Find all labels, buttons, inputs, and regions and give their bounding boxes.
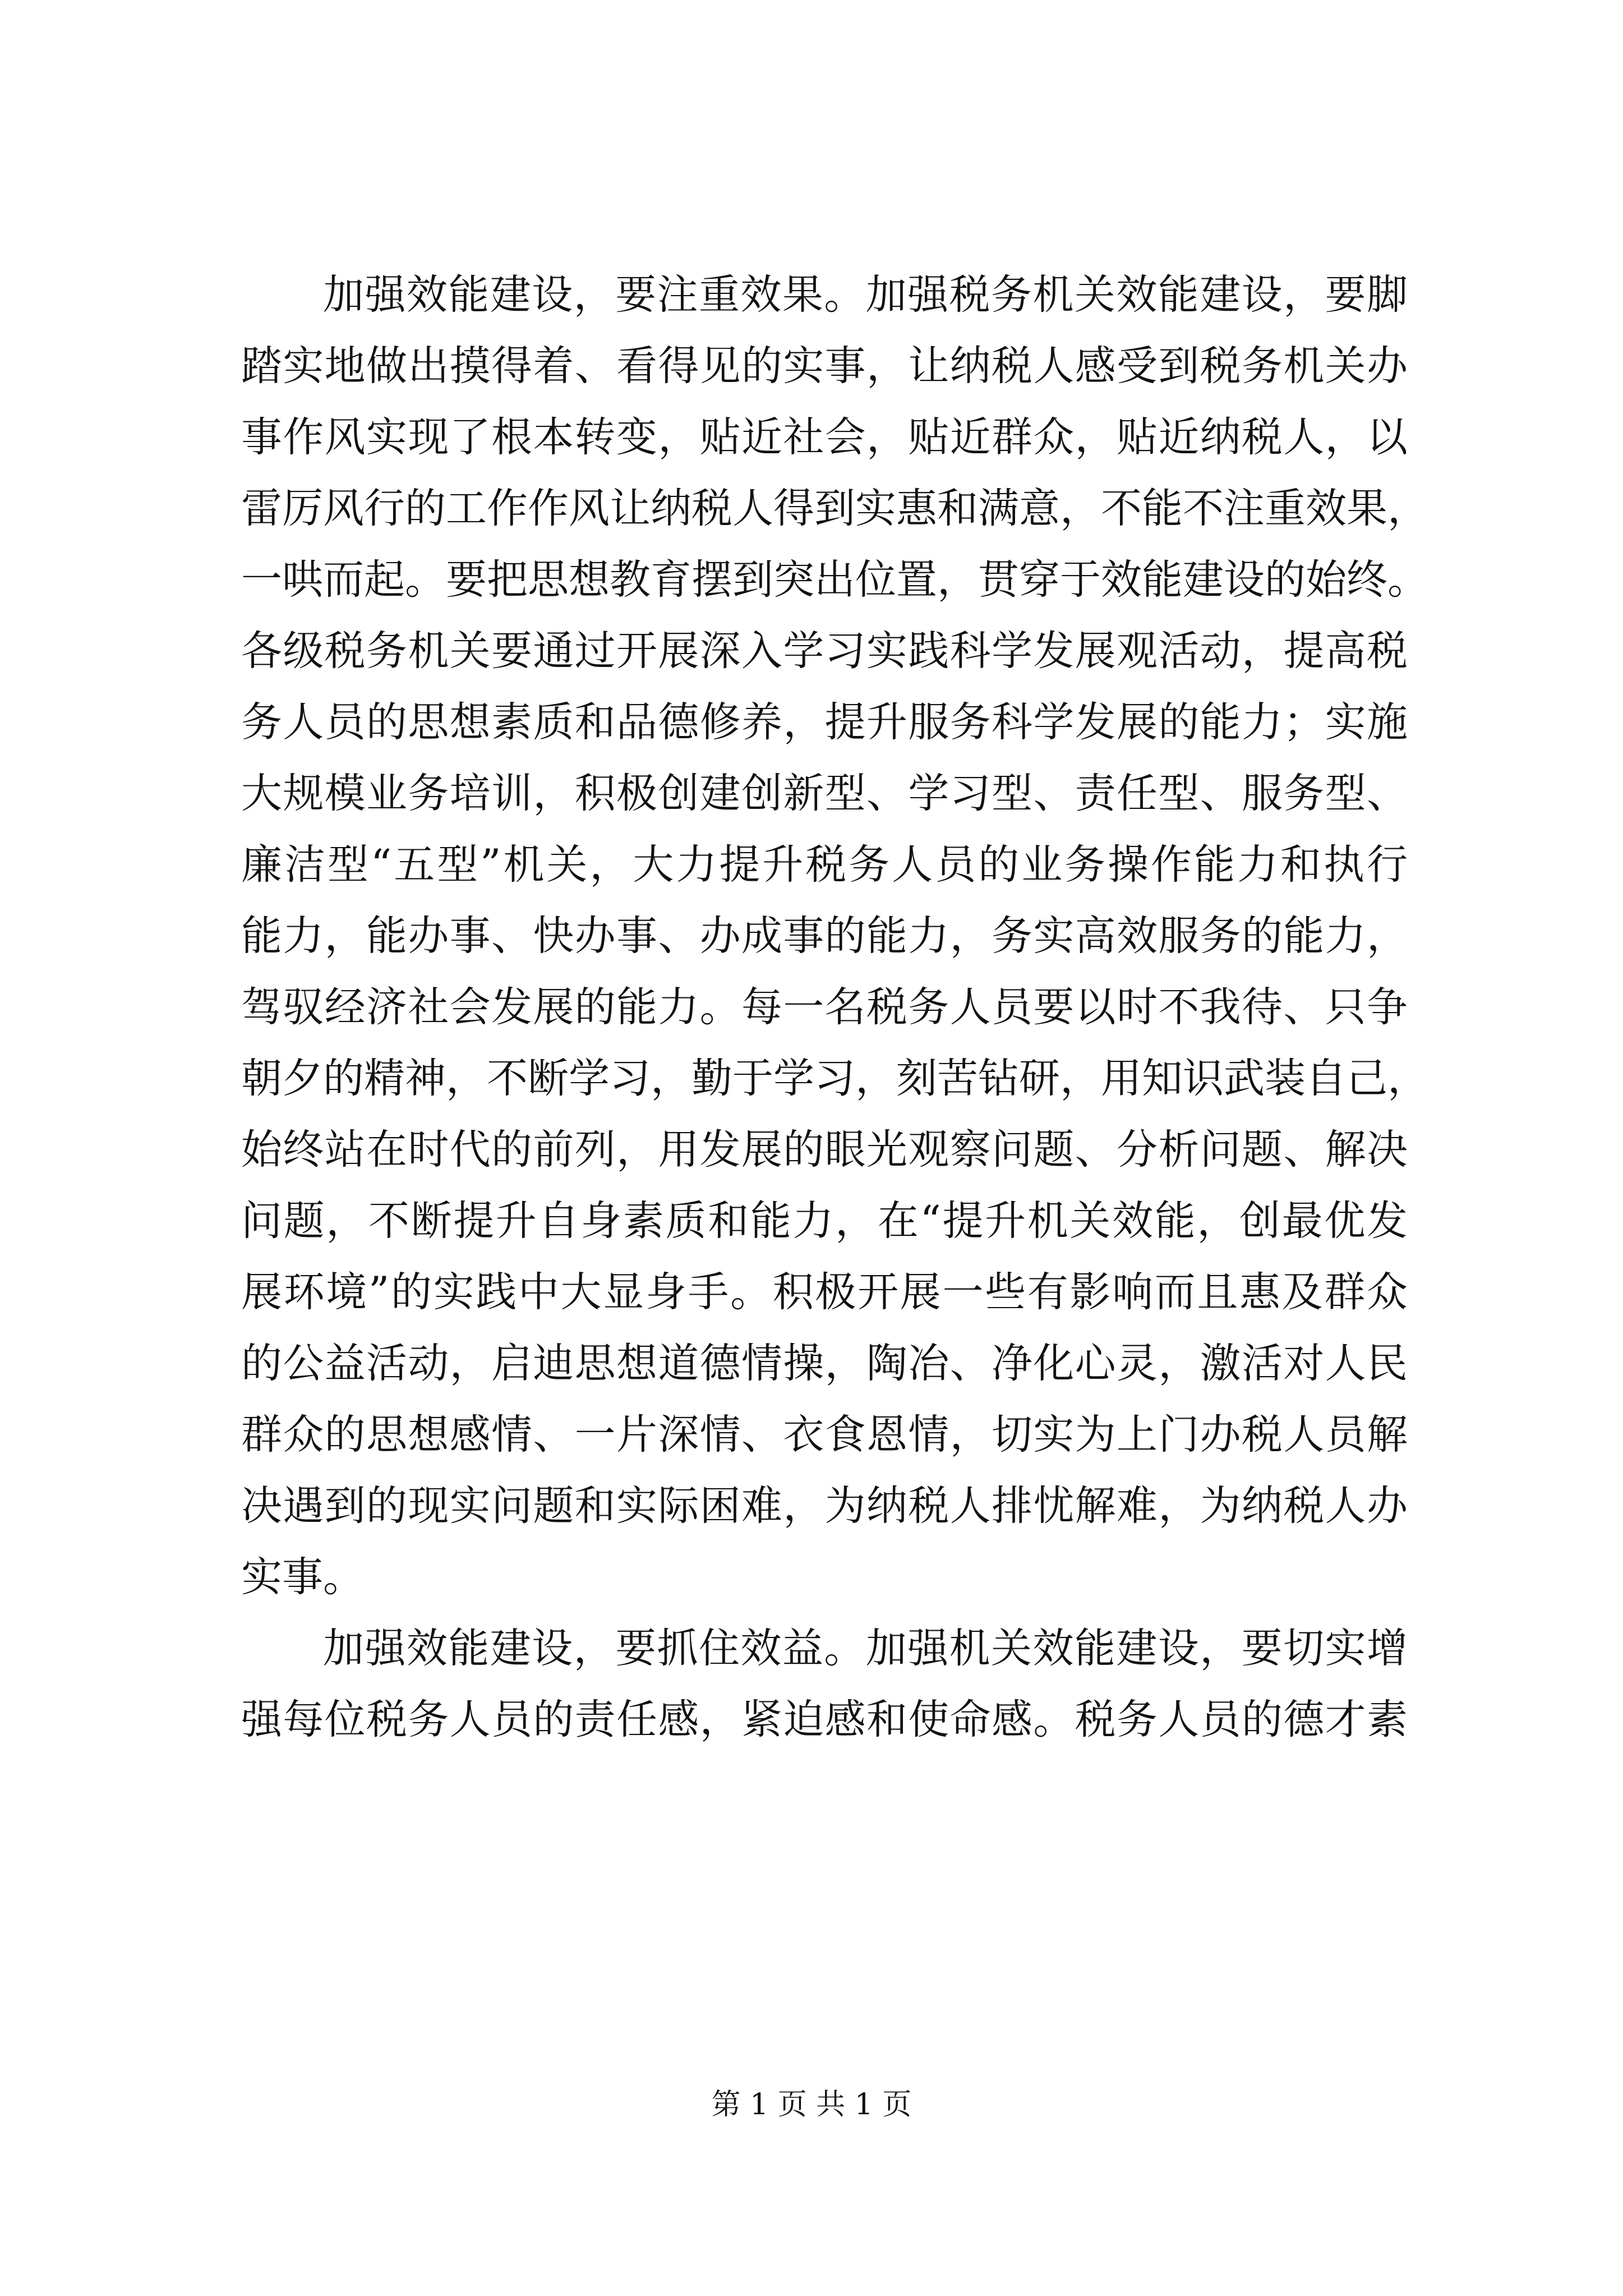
paragraph-1-line-15: 展环境”的实践中大显身手。积极开展一些有影响而且惠及群众 — [241, 1268, 1408, 1316]
paragraph-1-line-3: 事作风实现了根本转变，贴近社会，贴近群众，贴近纳税人，以 — [241, 413, 1408, 461]
paragraph-1-line-7: 务人员的思想素质和品德修养，提升服务科学发展的能力；实施 — [241, 698, 1408, 746]
paragraph-1-line-2: 踏实地做出摸得着、看得见的实事，让纳税人感受到税务机关办 — [241, 342, 1408, 390]
page-footer: 第 1 页 共 1 页 — [711, 2088, 912, 2122]
paragraph-1-line-1: 加强效能建设，要注重效果。加强税务机关效能建设，要脚 — [323, 271, 1408, 319]
paragraph-1-line-16: 的公益活动，启迪思想道德情操，陶冶、净化心灵，激活对人民 — [241, 1340, 1408, 1387]
paragraph-1-line-11: 驾驭经济社会发展的能力。每一名税务人员要以时不我待、只争 — [241, 983, 1408, 1031]
paragraph-2-line-2: 强每位税务人员的责任感，紧迫感和使命感。税务人员的德才素 — [241, 1696, 1408, 1743]
paragraph-1-line-6: 各级税务机关要通过开展深入学习实践科学发展观活动，提高税 — [241, 627, 1408, 675]
paragraph-1-line-17: 群众的思想感情、一片深情、衣食恩情，切实为上门办税人员解 — [241, 1411, 1408, 1458]
paragraph-1-line-19: 实事。 — [241, 1553, 364, 1601]
paragraph-1-line-8: 大规模业务培训，积极创建创新型、学习型、责任型、服务型、 — [241, 770, 1408, 817]
paragraph-1-line-5: 一哄而起。要把思想教育摆到突出位置，贯穿于效能建设的始终。 — [241, 556, 1428, 604]
paragraph-1-line-18: 决遇到的现实问题和实际困难，为纳税人排忧解难，为纳税人办 — [241, 1482, 1408, 1530]
paragraph-2-line-1: 加强效能建设，要抓住效益。加强机关效能建设，要切实增 — [323, 1625, 1408, 1672]
paragraph-1-line-4: 雷厉风行的工作作风让纳税人得到实惠和满意，不能不注重效果， — [241, 485, 1428, 532]
paragraph-1-line-13: 始终站在时代的前列，用发展的眼光观察问题、分析问题、解决 — [241, 1126, 1408, 1174]
paragraph-1-line-12: 朝夕的精神，不断学习，勤于学习，刻苦钻研，用知识武装自己， — [241, 1055, 1428, 1102]
paragraph-1-line-9: 廉洁型“五型”机关，大力提升税务人员的业务操作能力和执行 — [241, 841, 1408, 889]
paragraph-1-line-10: 能力，能办事、快办事、办成事的能力，务实高效服务的能力， — [241, 912, 1408, 960]
document-body — [241, 259, 1428, 1755]
paragraph-1-line-14: 问题，不断提升自身素质和能力，在“提升机关效能，创最优发 — [241, 1197, 1408, 1245]
